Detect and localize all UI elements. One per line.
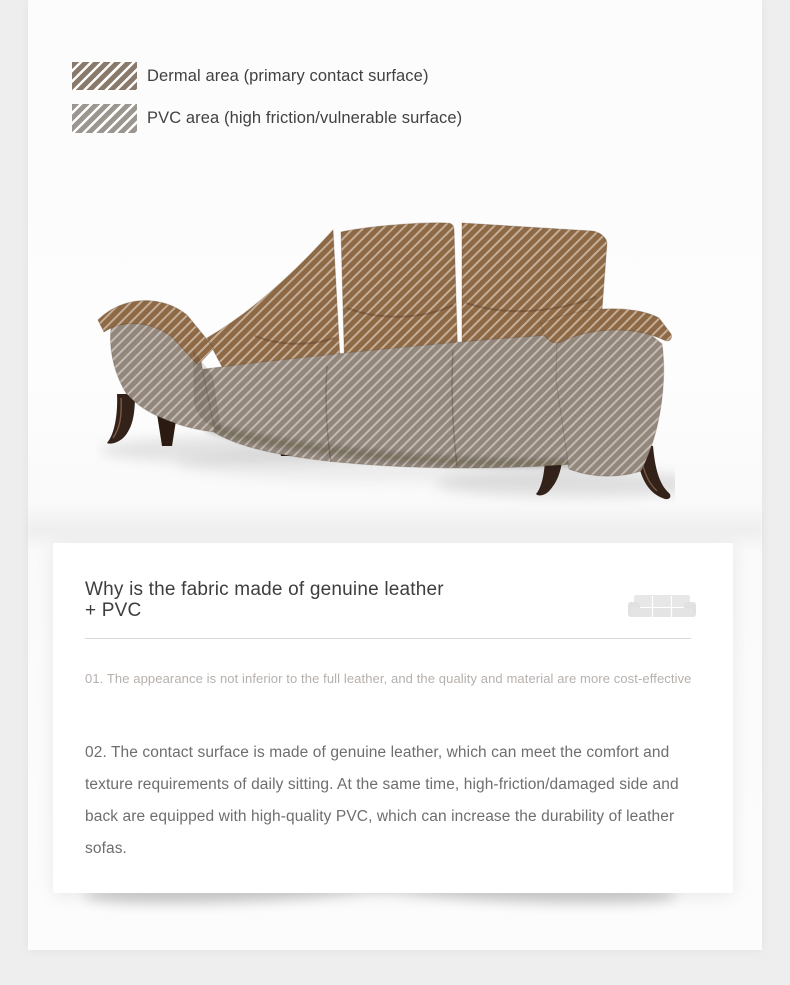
card-title-line2: + PVC xyxy=(85,600,142,621)
dermal-hatch-swatch xyxy=(72,62,137,90)
card-title-line1: Why is the fabric made of genuine leather xyxy=(85,579,444,600)
card-title xyxy=(85,579,444,621)
pvc-hatch-swatch xyxy=(72,104,137,133)
sofa-icon xyxy=(627,592,697,620)
legend-label-pvc: PVC area (high friction/vulnerable surface) xyxy=(147,109,463,127)
divider xyxy=(85,638,691,639)
legend-item-dermal xyxy=(72,62,429,90)
info-card xyxy=(53,543,733,893)
legend-label-dermal: Dermal area (primary contact surface) xyxy=(147,66,429,85)
legend-item-pvc xyxy=(72,104,462,133)
product-description-panel xyxy=(28,0,762,950)
sofa-product-image xyxy=(95,218,675,508)
point-01: 01. The appearance is not inferior to the full leather, and the quality and material are more cost-effective xyxy=(85,671,692,686)
point-02: 02. The contact surface is made of genuine leather, which can meet the comfort and texture requirements of daily sitting. At the same time, high-friction/damaged side and back are equipped with high-quality PVC, which can increase the durability of leather sofas. xyxy=(85,744,679,857)
